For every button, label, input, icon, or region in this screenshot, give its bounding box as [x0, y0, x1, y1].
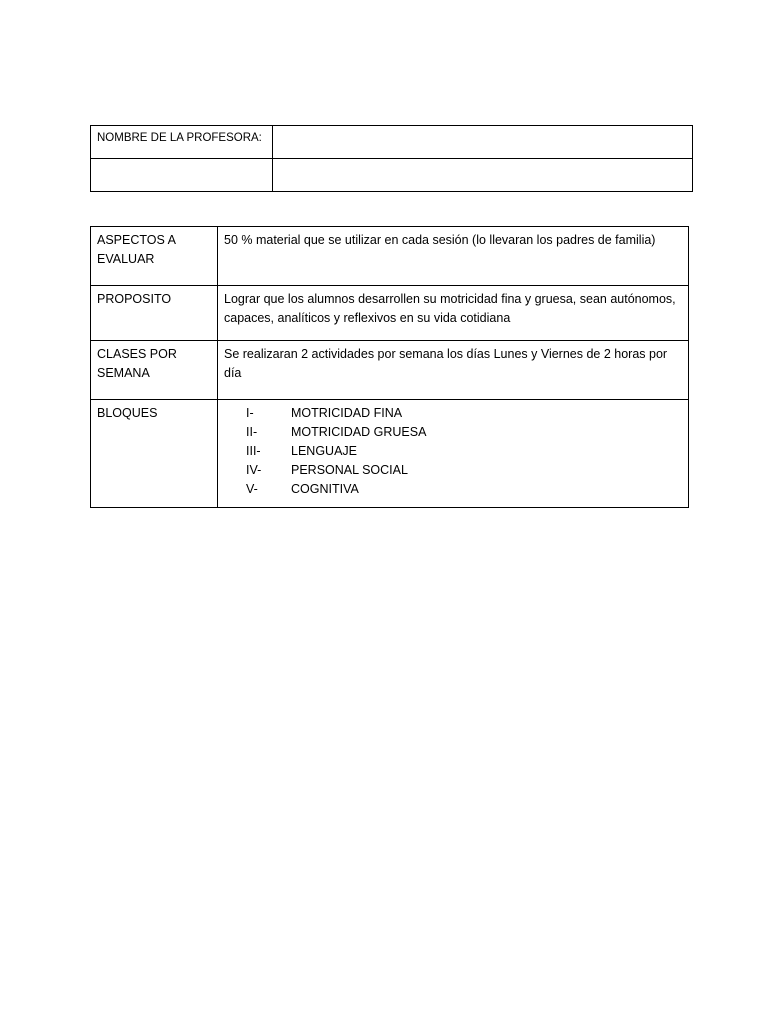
aspectos-row	[91, 227, 689, 286]
bloque-title: MOTRICIDAD FINA	[291, 406, 403, 420]
empty-cell-right	[273, 159, 693, 192]
bloque-number: I-	[246, 406, 254, 420]
teacher-name-label: NOMBRE DE LA PROFESORA:	[91, 126, 273, 159]
list-item	[246, 461, 682, 480]
list-item	[246, 480, 682, 499]
proposito-row	[91, 286, 689, 341]
teacher-name-row	[91, 126, 693, 159]
aspectos-label-line2: EVALUAR	[97, 252, 155, 266]
bloques-label: BLOQUES	[91, 400, 218, 508]
list-item	[246, 423, 682, 442]
clases-label-line1: CLASES POR	[97, 347, 177, 361]
bloques-list	[224, 404, 682, 499]
bloque-number: II-	[246, 425, 258, 439]
bloque-number: V-	[246, 482, 258, 496]
clases-label-line2: SEMANA	[97, 366, 150, 380]
empty-cell-left	[91, 159, 273, 192]
bloque-title: MOTRICIDAD GRUESA	[291, 425, 427, 439]
teacher-info-table	[90, 125, 693, 192]
teacher-name-value	[273, 126, 693, 159]
aspectos-label-line1: ASPECTOS A	[97, 233, 176, 247]
list-item	[246, 442, 682, 461]
bloque-number: IV-	[246, 463, 262, 477]
bloque-title: PERSONAL SOCIAL	[291, 463, 408, 477]
bloque-title: COGNITIVA	[291, 482, 359, 496]
proposito-label: PROPOSITO	[91, 286, 218, 341]
clases-label	[91, 341, 218, 400]
bloque-title: LENGUAJE	[291, 444, 357, 458]
aspectos-value: 50 % material que se utilizar en cada sesión (lo llevaran los padres de familia)	[218, 227, 689, 286]
clases-value: Se realizaran 2 actividades por semana los días Lunes y Viernes de 2 horas por día	[218, 341, 689, 400]
bloques-value	[218, 400, 689, 508]
bloques-row	[91, 400, 689, 508]
proposito-value: Lograr que los alumnos desarrollen su motricidad fina y gruesa, sean autónomos, capaces, analíticos y reflexivos en su vida cotidiana	[218, 286, 689, 341]
empty-info-row	[91, 159, 693, 192]
evaluation-table	[90, 226, 689, 508]
list-item	[246, 404, 682, 423]
clases-row	[91, 341, 689, 400]
bloque-number: III-	[246, 444, 261, 458]
aspectos-label	[91, 227, 218, 286]
